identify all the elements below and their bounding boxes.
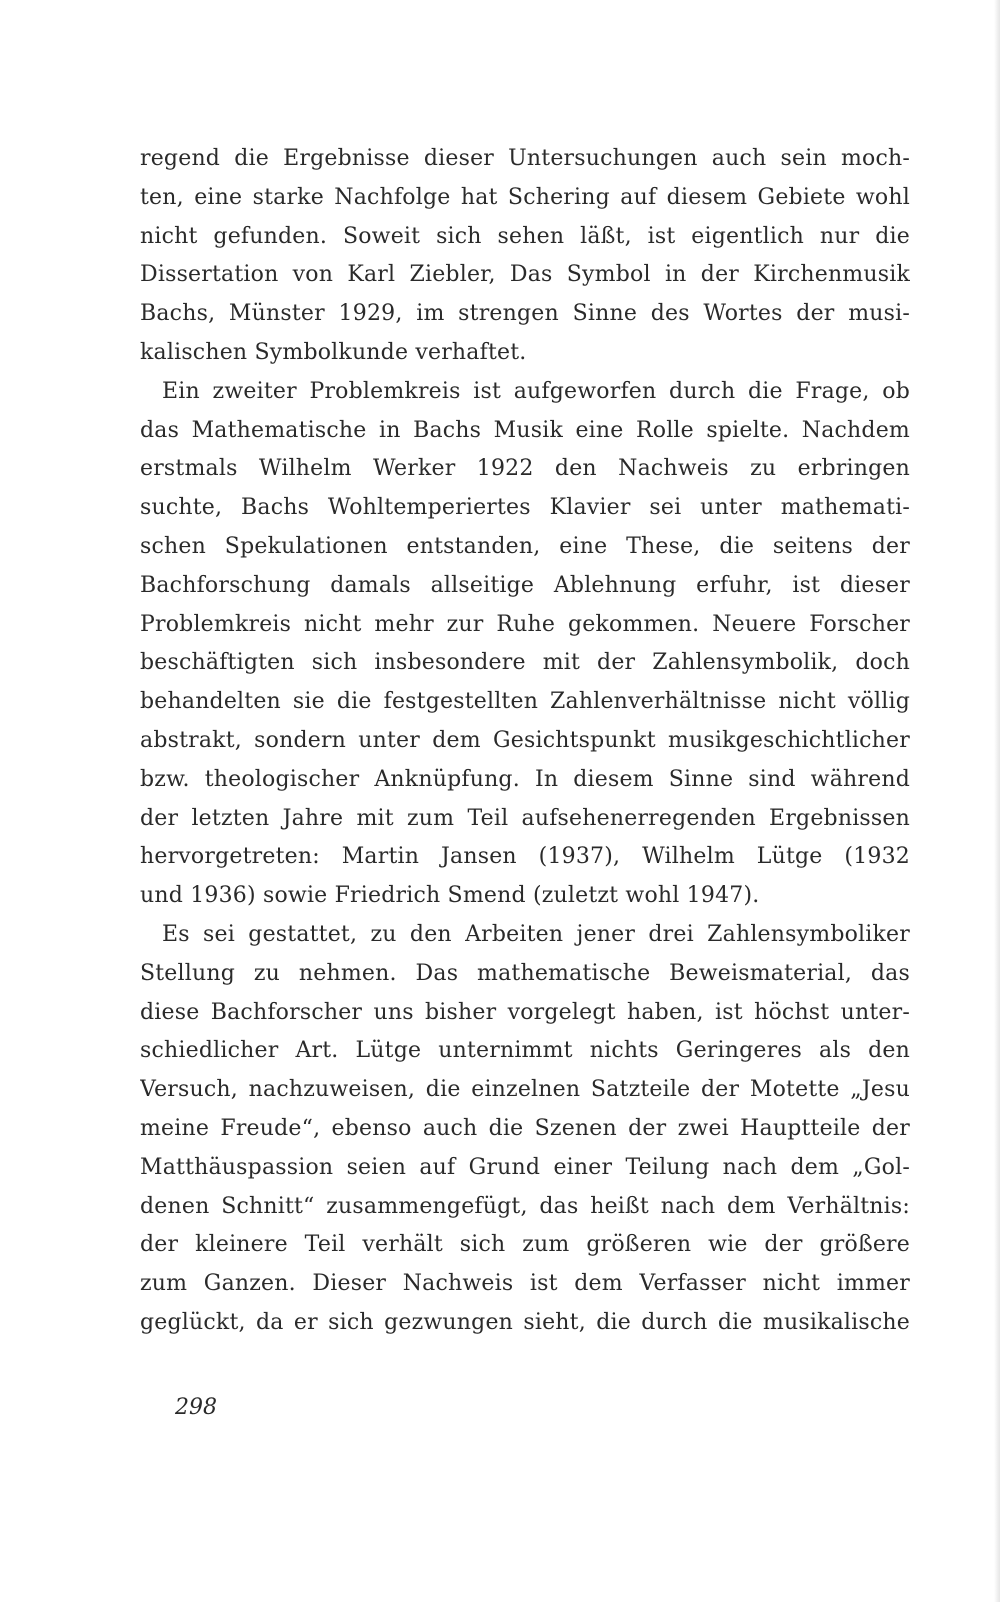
text-line: abstrakt, sondern unter dem Gesichtspunkt musikgeschichtlicher: [140, 727, 910, 753]
text-line: denen Schnitt“ zusammengefügt, das heißt nach dem Verhältnis:: [140, 1193, 910, 1219]
text-line: hervorgetreten: Martin Jansen (1937), Wilhelm Lütge (1932: [140, 844, 910, 870]
text-line: der letzten Jahre mit zum Teil aufsehenerregenden Ergebnissen: [140, 805, 910, 831]
text-line: zum Ganzen. Dieser Nachweis ist dem Verfasser nicht immer: [140, 1271, 910, 1297]
text-line: Problemkreis nicht mehr zur Ruhe gekommen. Neuere Forscher: [140, 611, 910, 637]
text-line: Es sei gestattet, zu den Arbeiten jener drei Zahlensymboliker: [162, 921, 910, 947]
body-text: [140, 140, 910, 1343]
page-edge-shadow: [994, 0, 1000, 1602]
page-number: 298: [175, 1395, 217, 1420]
text-line: der kleinere Teil verhält sich zum größeren wie der größere: [140, 1232, 910, 1258]
text-line: nicht gefunden. Soweit sich sehen läßt, ist eigentlich nur die: [140, 223, 910, 249]
text-line: Dissertation von Karl Ziebler, Das Symbol in der Kirchenmusik: [140, 262, 910, 288]
text-line: Matthäuspassion seien auf Grund einer Teilung nach dem „Gol-: [140, 1154, 910, 1180]
text-line: Bachforschung damals allseitige Ablehnung erfuhr, ist dieser: [140, 572, 910, 598]
text-line: diese Bachforscher uns bisher vorgelegt haben, ist höchst unter-: [140, 999, 910, 1025]
text-line: suchte, Bachs Wohltemperiertes Klavier sei unter mathemati-: [140, 495, 910, 521]
text-line: Bachs, Münster 1929, im strengen Sinne des Wortes der musi-: [140, 301, 910, 327]
text-line: erstmals Wilhelm Werker 1922 den Nachweis zu erbringen: [140, 456, 910, 482]
text-line: Ein zweiter Problemkreis ist aufgeworfen durch die Frage, ob: [162, 378, 910, 404]
text-line: das Mathematische in Bachs Musik eine Rolle spielte. Nachdem: [140, 417, 910, 443]
text-line: regend die Ergebnisse dieser Untersuchungen auch sein moch-: [140, 146, 910, 171]
text-line: geglückt, da er sich gezwungen sieht, die durch die musikalische: [140, 1309, 910, 1335]
text-line: kalischen Symbolkunde verhaftet.: [140, 339, 527, 365]
text-line: Versuch, nachzuweisen, die einzelnen Satzteile der Motette „Jesu: [140, 1077, 910, 1103]
text-line: schiedlicher Art. Lütge unternimmt nichts Geringeres als den: [140, 1038, 910, 1064]
text-line: schen Spekulationen entstanden, eine These, die seitens der: [140, 533, 910, 559]
text-line: ten, eine starke Nachfolge hat Schering auf diesem Gebiete wohl: [140, 184, 910, 210]
text-line: behandelten sie die festgestellten Zahlenverhältnisse nicht völlig: [140, 689, 910, 715]
text-line: beschäftigten sich insbesondere mit der Zahlensymbolik, doch: [140, 650, 910, 676]
text-line: bzw. theologischer Anknüpfung. In diesem Sinne sind während: [140, 766, 910, 792]
text-line: und 1936) sowie Friedrich Smend (zuletzt wohl 1947).: [140, 883, 760, 909]
text-line: meine Freude“, ebenso auch die Szenen der zwei Hauptteile der: [140, 1115, 910, 1141]
text-line: Stellung zu nehmen. Das mathematische Beweismaterial, das: [140, 960, 910, 986]
